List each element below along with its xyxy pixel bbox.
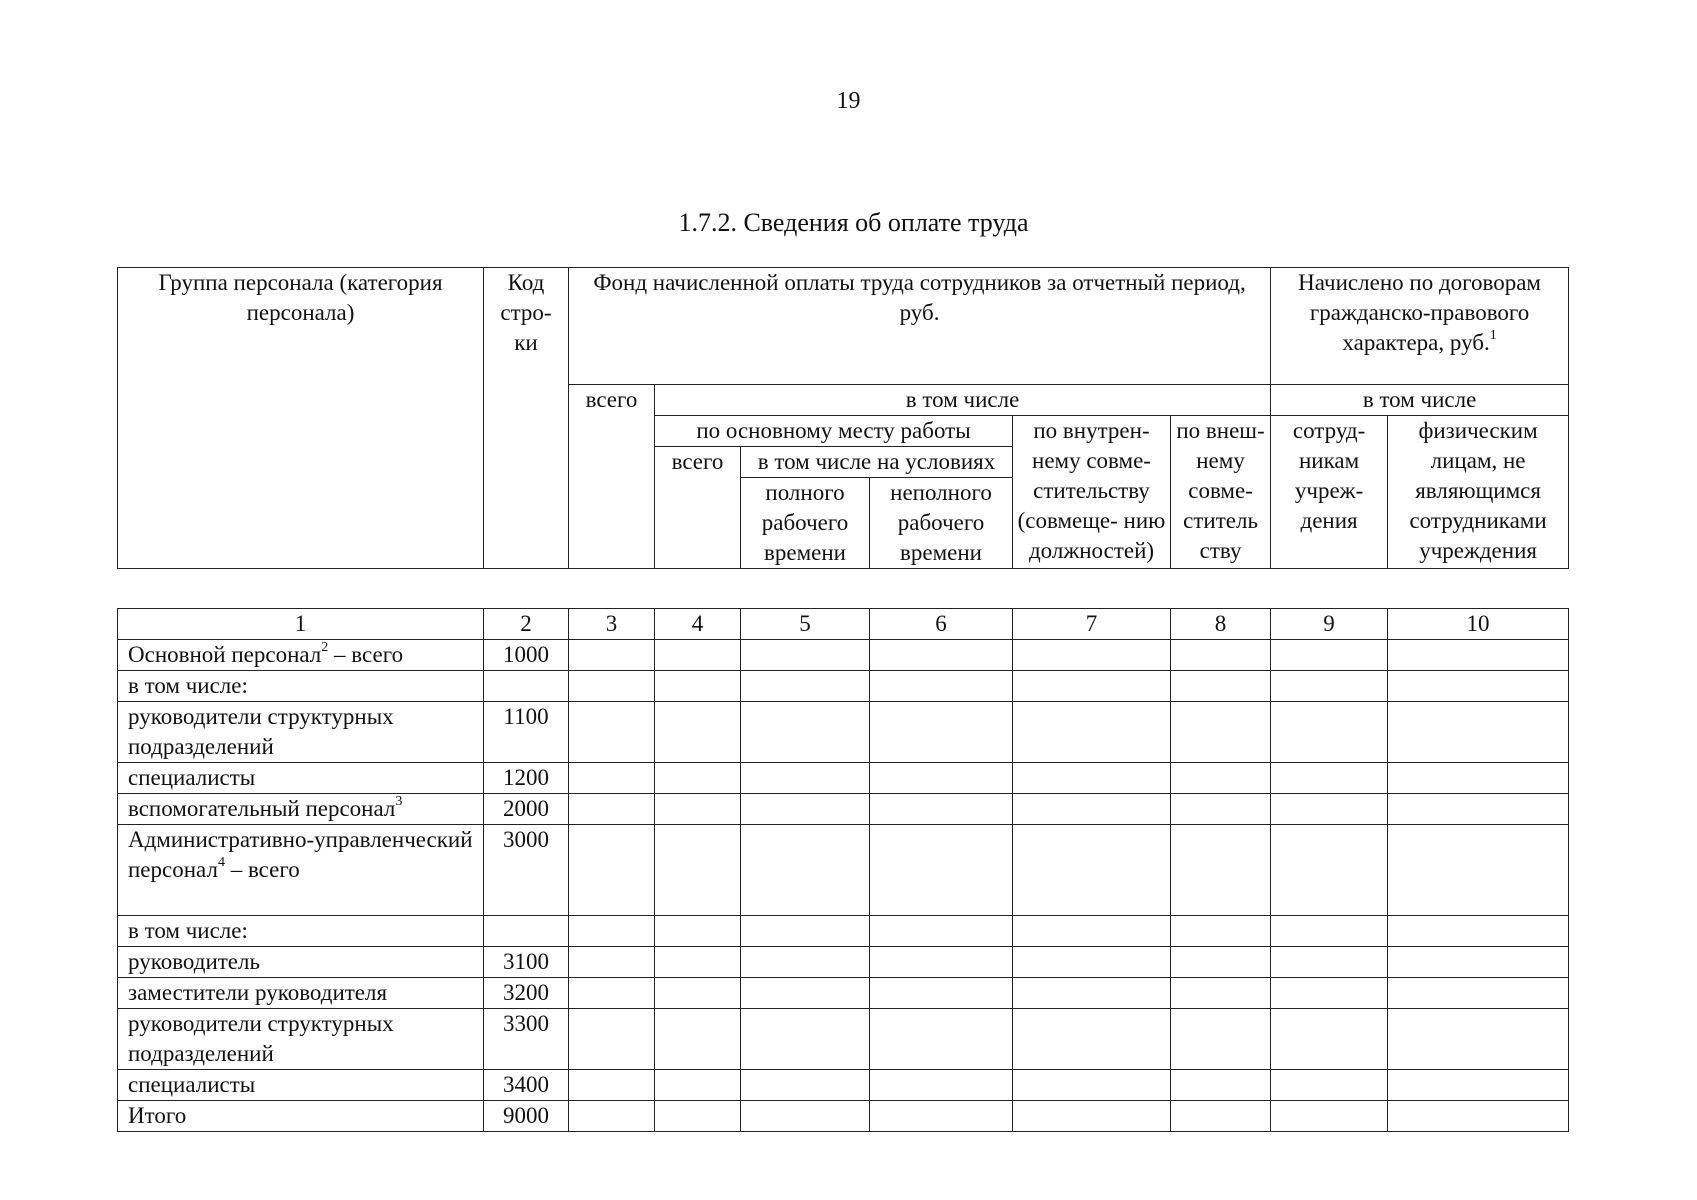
row-label: заместители руководителя — [118, 978, 484, 1009]
value-cell — [569, 671, 655, 702]
table-header — [117, 267, 1569, 569]
page-number: 19 — [836, 88, 861, 114]
row-label: руководители структурных подразделений — [118, 702, 484, 763]
value-cell — [1271, 794, 1388, 825]
value-cell — [1013, 825, 1171, 916]
value-cell — [569, 1101, 655, 1132]
value-cell — [870, 1009, 1013, 1070]
value-cell — [1271, 671, 1388, 702]
value-cell — [1013, 916, 1171, 947]
table-row — [118, 763, 1569, 794]
value-cell — [1271, 1101, 1388, 1132]
value-cell — [1171, 1070, 1271, 1101]
row-label: руководитель — [118, 947, 484, 978]
row-label: в том числе: — [118, 916, 484, 947]
salary-table — [117, 608, 1569, 1132]
value-cell — [741, 825, 870, 916]
value-cell — [1171, 916, 1271, 947]
value-cell — [1171, 671, 1271, 702]
value-cell — [1388, 763, 1569, 794]
value-cell — [1013, 1070, 1171, 1101]
value-cell — [870, 671, 1013, 702]
header-employees: сотруд- никам учреж- дения — [1271, 416, 1388, 569]
column-number: 4 — [655, 609, 741, 640]
row-code: 1100 — [484, 702, 569, 763]
header-external: по внеш- нему совме- ститель ству — [1171, 416, 1271, 569]
row-label: специалисты — [118, 763, 484, 794]
value-cell — [741, 947, 870, 978]
value-cell — [655, 763, 741, 794]
table-row — [118, 702, 1569, 763]
footnote-mark: 2 — [321, 640, 329, 656]
value-cell — [1171, 978, 1271, 1009]
row-code: 3000 — [484, 825, 569, 916]
column-number: 10 — [1388, 609, 1569, 640]
value-cell — [1013, 640, 1171, 671]
value-cell — [1388, 794, 1569, 825]
value-cell — [655, 794, 741, 825]
table-row — [118, 947, 1569, 978]
value-cell — [1013, 947, 1171, 978]
value-cell — [1388, 916, 1569, 947]
row-label: вспомогательный персонал$^3$ — [118, 794, 484, 825]
value-cell — [1271, 763, 1388, 794]
value-cell — [870, 794, 1013, 825]
value-cell — [1388, 978, 1569, 1009]
value-cell — [655, 1101, 741, 1132]
value-cell — [1388, 1101, 1569, 1132]
value-cell — [1013, 794, 1171, 825]
value-cell — [569, 763, 655, 794]
value-cell — [655, 916, 741, 947]
row-code: 3400 — [484, 1070, 569, 1101]
column-number: 6 — [870, 609, 1013, 640]
row-label: Итого — [118, 1101, 484, 1132]
value-cell — [1388, 825, 1569, 916]
column-number: 3 — [569, 609, 655, 640]
value-cell — [741, 916, 870, 947]
value-cell — [1271, 916, 1388, 947]
table-row — [118, 825, 1569, 916]
value-cell — [569, 794, 655, 825]
table-row — [118, 1009, 1569, 1070]
value-cell — [569, 702, 655, 763]
value-cell — [1388, 1070, 1569, 1101]
value-cell — [1271, 947, 1388, 978]
column-number: 2 — [484, 609, 569, 640]
value-cell — [1013, 1101, 1171, 1132]
header-part-time: неполного рабочего времени — [870, 478, 1013, 569]
value-cell — [569, 1070, 655, 1101]
value-cell — [569, 640, 655, 671]
row-code — [484, 671, 569, 702]
value-cell — [741, 1070, 870, 1101]
table-row — [118, 1101, 1569, 1132]
header-gph: Начислено по договорам гражданско-правового характера, руб.$^1$ — [1271, 268, 1569, 385]
value-cell — [1271, 978, 1388, 1009]
value-cell — [870, 702, 1013, 763]
table-row — [118, 794, 1569, 825]
value-cell — [741, 763, 870, 794]
value-cell — [1271, 1070, 1388, 1101]
table-row — [118, 671, 1569, 702]
value-cell — [569, 947, 655, 978]
header-fund: Фонд начисленной оплаты труда сотрудников за отчетный период, руб. — [569, 268, 1271, 385]
value-cell — [1271, 825, 1388, 916]
row-label: специалисты — [118, 1070, 484, 1101]
row-code: 9000 — [484, 1101, 569, 1132]
column-number: 7 — [1013, 609, 1171, 640]
column-number: 8 — [1171, 609, 1271, 640]
value-cell — [1388, 640, 1569, 671]
header-individuals: физическим лицам, не являющимся сотрудниками учреждения — [1388, 416, 1569, 569]
value-cell — [870, 1101, 1013, 1132]
header-code: Код стро- ки — [484, 268, 569, 569]
column-number: 1 — [118, 609, 484, 640]
header-full-time: полного рабочего времени — [741, 478, 870, 569]
header-including-conditions: в том числе на условиях — [741, 447, 1013, 478]
value-cell — [655, 671, 741, 702]
footnote-mark: 3 — [395, 794, 403, 810]
value-cell — [1271, 1009, 1388, 1070]
value-cell — [1171, 794, 1271, 825]
row-label: руководители структурных подразделений — [118, 1009, 484, 1070]
table-row — [118, 1070, 1569, 1101]
row-code: 3100 — [484, 947, 569, 978]
value-cell — [741, 1101, 870, 1132]
header-main-place: по основному месту работы — [655, 416, 1013, 447]
row-code: 1200 — [484, 763, 569, 794]
value-cell — [569, 825, 655, 916]
value-cell — [1013, 763, 1171, 794]
value-cell — [655, 947, 741, 978]
value-cell — [1388, 671, 1569, 702]
value-cell — [741, 640, 870, 671]
value-cell — [1171, 1101, 1271, 1132]
row-code: 1000 — [484, 640, 569, 671]
row-code: 3300 — [484, 1009, 569, 1070]
value-cell — [1388, 1009, 1569, 1070]
row-label: в том числе: — [118, 671, 484, 702]
header-total: всего — [569, 385, 655, 569]
header-gph-including: в том числе — [1271, 385, 1569, 416]
value-cell — [1271, 640, 1388, 671]
column-number: 5 — [741, 609, 870, 640]
header-including: в том числе — [655, 385, 1271, 416]
footnote-mark: 1 — [1489, 328, 1497, 344]
value-cell — [870, 1070, 1013, 1101]
value-cell — [741, 702, 870, 763]
section-title: 1.7.2. Сведения об оплате труда — [678, 208, 1029, 237]
column-number-row — [118, 609, 1569, 640]
footnote-mark: 4 — [217, 855, 225, 871]
value-cell — [1171, 763, 1271, 794]
value-cell — [741, 1009, 870, 1070]
header-internal: по внутрен- нему совме- стительству (совмеще- нию должностей) — [1013, 416, 1171, 569]
header-main-total: всего — [655, 447, 741, 569]
value-cell — [569, 978, 655, 1009]
value-cell — [741, 978, 870, 1009]
value-cell — [569, 916, 655, 947]
row-code: 2000 — [484, 794, 569, 825]
row-label: Основной персонал$^2$ – всего — [118, 640, 484, 671]
value-cell — [1271, 702, 1388, 763]
value-cell — [655, 978, 741, 1009]
value-cell — [870, 763, 1013, 794]
value-cell — [1171, 702, 1271, 763]
row-code — [484, 916, 569, 947]
row-code: 3200 — [484, 978, 569, 1009]
value-cell — [870, 640, 1013, 671]
value-cell — [1171, 825, 1271, 916]
value-cell — [1013, 671, 1171, 702]
value-cell — [655, 702, 741, 763]
value-cell — [1013, 1009, 1171, 1070]
row-label: Административно-управленческий персонал$^4$ – всего — [118, 825, 484, 916]
value-cell — [870, 947, 1013, 978]
value-cell — [655, 1009, 741, 1070]
value-cell — [870, 978, 1013, 1009]
value-cell — [655, 640, 741, 671]
value-cell — [1388, 947, 1569, 978]
value-cell — [1388, 702, 1569, 763]
value-cell — [569, 1009, 655, 1070]
value-cell — [870, 916, 1013, 947]
value-cell — [870, 825, 1013, 916]
value-cell — [655, 1070, 741, 1101]
value-cell — [1171, 1009, 1271, 1070]
value-cell — [655, 825, 741, 916]
header-group: Группа персонала (категория персонала) — [118, 268, 484, 569]
table-row — [118, 916, 1569, 947]
value-cell — [1171, 640, 1271, 671]
column-number: 9 — [1271, 609, 1388, 640]
value-cell — [741, 794, 870, 825]
value-cell — [1171, 947, 1271, 978]
value-cell — [1013, 978, 1171, 1009]
table-row — [118, 640, 1569, 671]
value-cell — [1013, 702, 1171, 763]
table-row — [118, 978, 1569, 1009]
value-cell — [741, 671, 870, 702]
